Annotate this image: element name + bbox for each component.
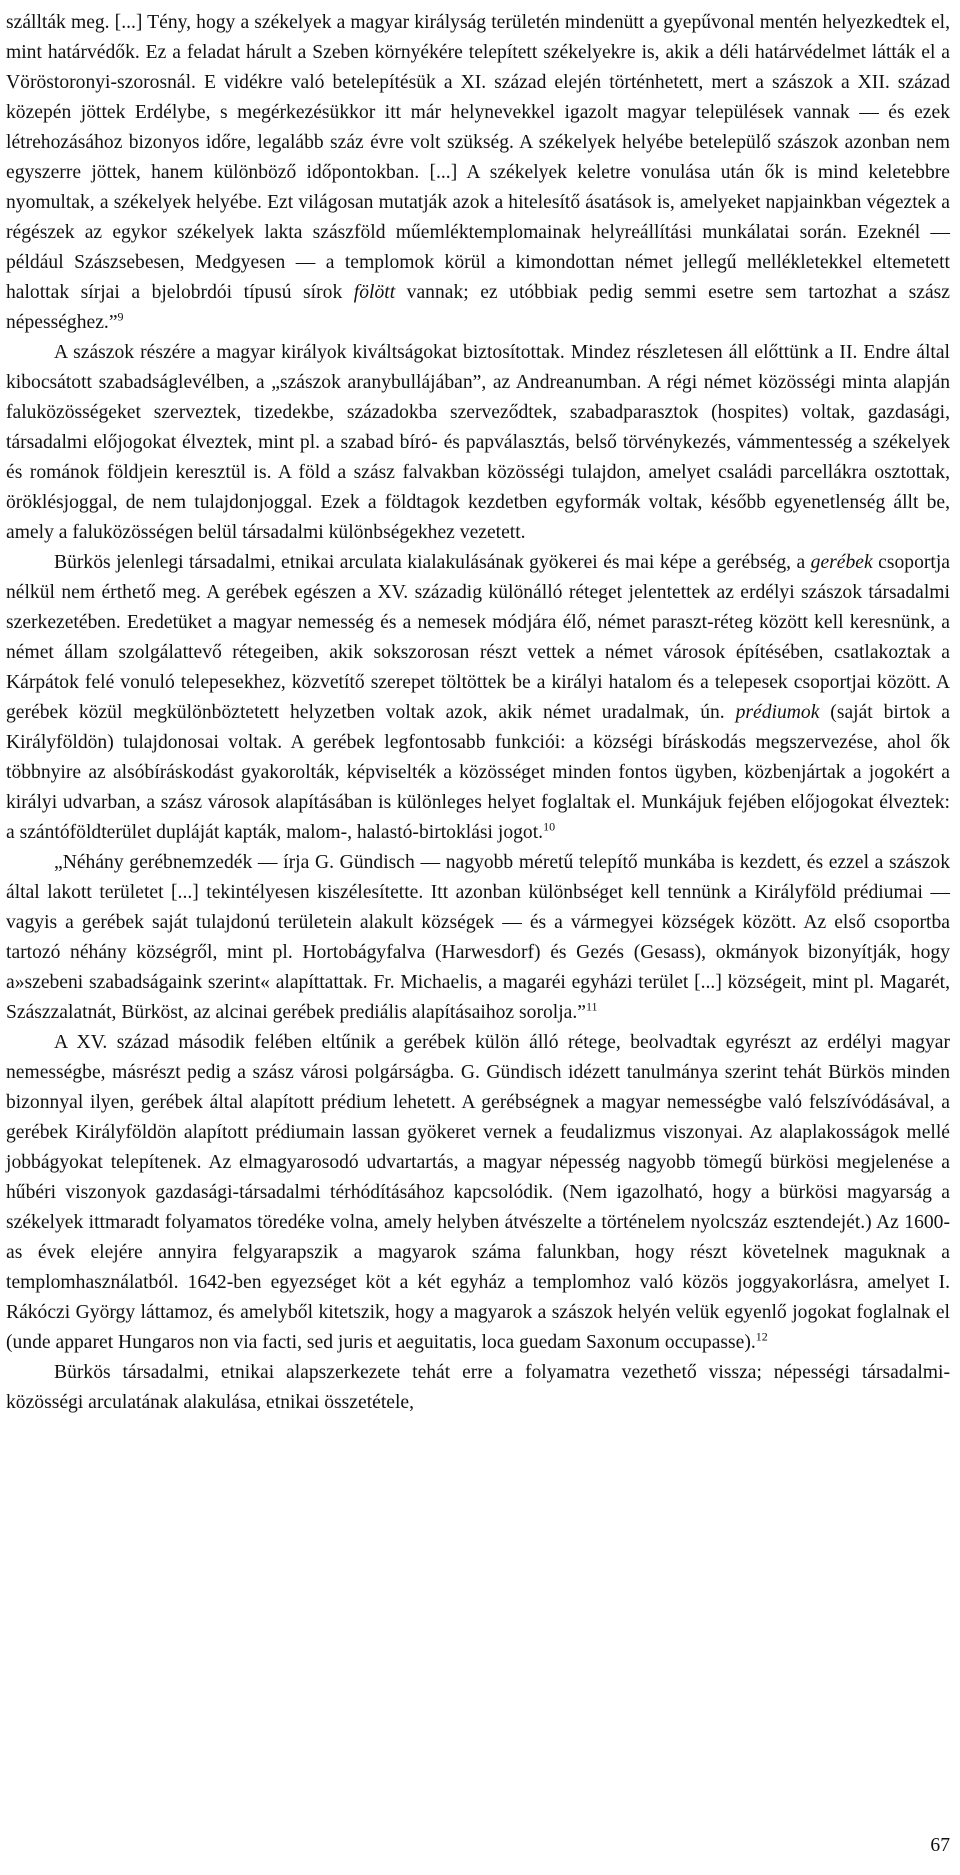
footnote-ref-12[interactable]: 12: [755, 1329, 768, 1344]
paragraph-4: [6, 848, 950, 1028]
paragraph-1-text: szállták meg. [...] Tény, hogy a székelyek a magyar királyság területén mindenütt a gyepűvonal mentén helyezkedtek el, mint határvédők. Ez a feladat hárult a Szeben környékére telepített székelyekre is, akik a déli határvédelmet látták el a Vöröstoronyi-szorosnál. E vidékre való betelepítésük a XI. század elején történhetett, mert a szászok a XII. század közepén jöttek Erdélybe, s megérkezésükkor itt már helynevekkel igazolt magyar települések vannak — és ezek létrehozásához bizonyos időre, legalább száz évre volt szükség. A székelyek helyébe betelepülő szászok azonban nem egyszerre jöttek, hanem különböző időpontokban. [...] A székelyek keletre vonulása után ők is mind keletebbre nyomultak, a székelyek helyébe. Ezt világosan mutatják azok a hitelesítő ásatások is, amelyeket napjainkban végeztek a régészek az egykor székelyek lakta szászföld műemléktemplomainak helyreállítási munkálatai során. Ezeknél — például Szászsebesen, Medgyesen — a templomok körül a kimondottan német jellegű mellékletekkel eltemetett halottak sírjai a bjelobrdói típusú sírok: [6, 12, 950, 303]
paragraph-3-text-end: (saját birtok a Királyföldön) tulajdonosai voltak. A gerébek legfontosabb funkciói: a községi bíráskodás megszervezése, ahol ők többnyire az alsóbíráskodást gyakorolták, képviselték a közösséget minden fontos ügyben, közbenjártak a jogokért a királyi udvarban, a szász városok alapításában is különleges helyet foglaltak el. Munkájuk fejében előjogokat élveztek: a szántóföldterület dupláját kapták, malom-, halastó-birtoklási jogot.: [6, 702, 950, 843]
paragraph-1: [6, 8, 950, 338]
italic-word-prediumok: prédiumok: [735, 702, 820, 723]
italic-word-gerebek: gerébek: [810, 552, 873, 573]
paragraph-3-text: Bürkös jelenlegi társadalmi, etnikai arculata kialakulásának gyökerei és mai képe a gerébség, a: [54, 552, 811, 573]
paragraph-5: [6, 1028, 950, 1358]
paragraph-3: [6, 548, 950, 848]
paragraph-3-text-mid: csoportja nélkül nem érthető meg. A gerébek egészen a XV. századig különálló réteget jelentettek az erdélyi szászok társadalmi szerkezetében. Eredetüket a magyar nemesség és a nemesek módjára élő, német paraszt-réteg között kell keresnünk, a német állam szolgálattevő rétegeiben, akik sokszorosan részt vettek a német városok építésében, csatlakoztak a Kárpátok felé vonuló telepesekhez, közvetítő szerepet töltöttek be a királyi hatalom és a telepesek csoportjai között. A gerébek közül megkülönböztetett helyzetben voltak azok, akik német uradalmak, ún.: [6, 552, 950, 723]
footnote-ref-9[interactable]: 9: [117, 309, 124, 324]
paragraph-5-text: A XV. század második felében eltűnik a gerébek külön álló rétege, beolvadtak egyrészt az erdélyi magyar nemességbe, másrészt pedig a szász városi polgárságba. G. Gündisch idézett tanulmánya szerint tehát Bürkös minden bizonnyal ilyen, gerébek által alapított prédium lehetett. A gerébségnek a magyar nemességbe való felszívódásával, a gerébek Királyföldön alapított prédiumain lassan gyökeret vernek a feudalizmus viszonyai. Az alaplakosságok mellé jobbágyokat telepítenek. Az elmagyarosodó udvartartás, a magyar népesség nagyobb tömegű bürkösi megjelenése a hűbéri viszonyok gazdasági-társadalmi térhódításához kapcsolódik. (Nem igazolható, hogy a bürkösi magyarság a székelyek ittmaradt folyamatos töredéke volna, amely helyben átvészelte a történelem nyolcszáz esztendejét.) Az 1600-as évek elejére annyira felgyarapszik a magyarok száma falunkban, hogy részt követelnek maguknak a templomhasználatból. 1642-ben egyezséget köt a két egyház a templomhoz való közös joggyakorlásra, amelyet I. Rákóczi György láttamoz, és amelyből kitetszik, hogy a magyarok a szászok helyén velük egyenlő jogokat foglalnak el (unde apparet Hungaros non via facti, sed juris et aeguitatis, loca guedam Saxonum occupasse).: [6, 1032, 950, 1353]
italic-word-folott: fölött: [353, 282, 396, 303]
footnote-ref-11[interactable]: 11: [585, 999, 598, 1014]
paragraph-4-text: „Néhány gerébnemzedék — írja G. Gündisch — nagyobb méretű telepítő munkába is kezdett, és ezzel a szászok által lakott területet [...] tekintélyesen kiszélesítette. Itt azonban különbséget kell tennünk a Királyföld prédiumai — vagyis a gerébek saját tulajdonú területein alakult községek — és a vármegyei községek között. Az első csoportba tartozó néhány községről, mint pl. Hortobágyfalva (Harwesdorf) és Gezés (Gesass), okmányok bizonyítják, hogy a»szebeni szabadságaink szerint« alapíttattak. Fr. Michaelis, a magaréi egyházi terület [...] községeit, mint pl. Magarét, Szászzalatnát, Bürköst, az alcinai gerébek prediális alapításaihoz sorolja.”: [6, 852, 950, 1023]
paragraph-6: Bürkös társadalmi, etnikai alapszerkezete tehát erre a folyamatra vezethető vissza; népességi társadalmi-közösségi arculatának alakulása, etnikai összetétele,: [6, 1362, 950, 1413]
footnote-ref-10[interactable]: 10: [543, 819, 556, 834]
paragraph-1-text-end: vannak; ez utóbbiak pedig semmi esetre sem tartozhat a szász népességhez.”: [6, 282, 950, 333]
paragraph-2: A szászok részére a magyar királyok kiváltságokat biztosítottak. Mindez részletesen áll előttünk a II. Endre által kibocsátott szabadságlevélben, a „szászok aranybullájában”, az Andreanumban. A régi német közösségi minta alapján faluközösségeket szerveztek, tizedekbe, századokba szerveződtek, szabadparasztok (hospites) voltak, gazdasági, társadalmi előjogokat élveztek, mint pl. a szabad bíró- és papválasztás, belső törvénykezés, vámmentesség a székelyek és románok földjein keresztül is. A föld a szász falvakban közösségi tulajdon, amelyet családi parcellákra osztottak, öröklésjoggal, de nem tulajdonjoggal. Ezek a földtagok kezdetben egyformák voltak, később egyenetlenség állt be, amely a faluközösségen belül társadalmi különbségekhez vezetett.: [6, 342, 950, 543]
page-number: 67: [930, 1835, 950, 1856]
